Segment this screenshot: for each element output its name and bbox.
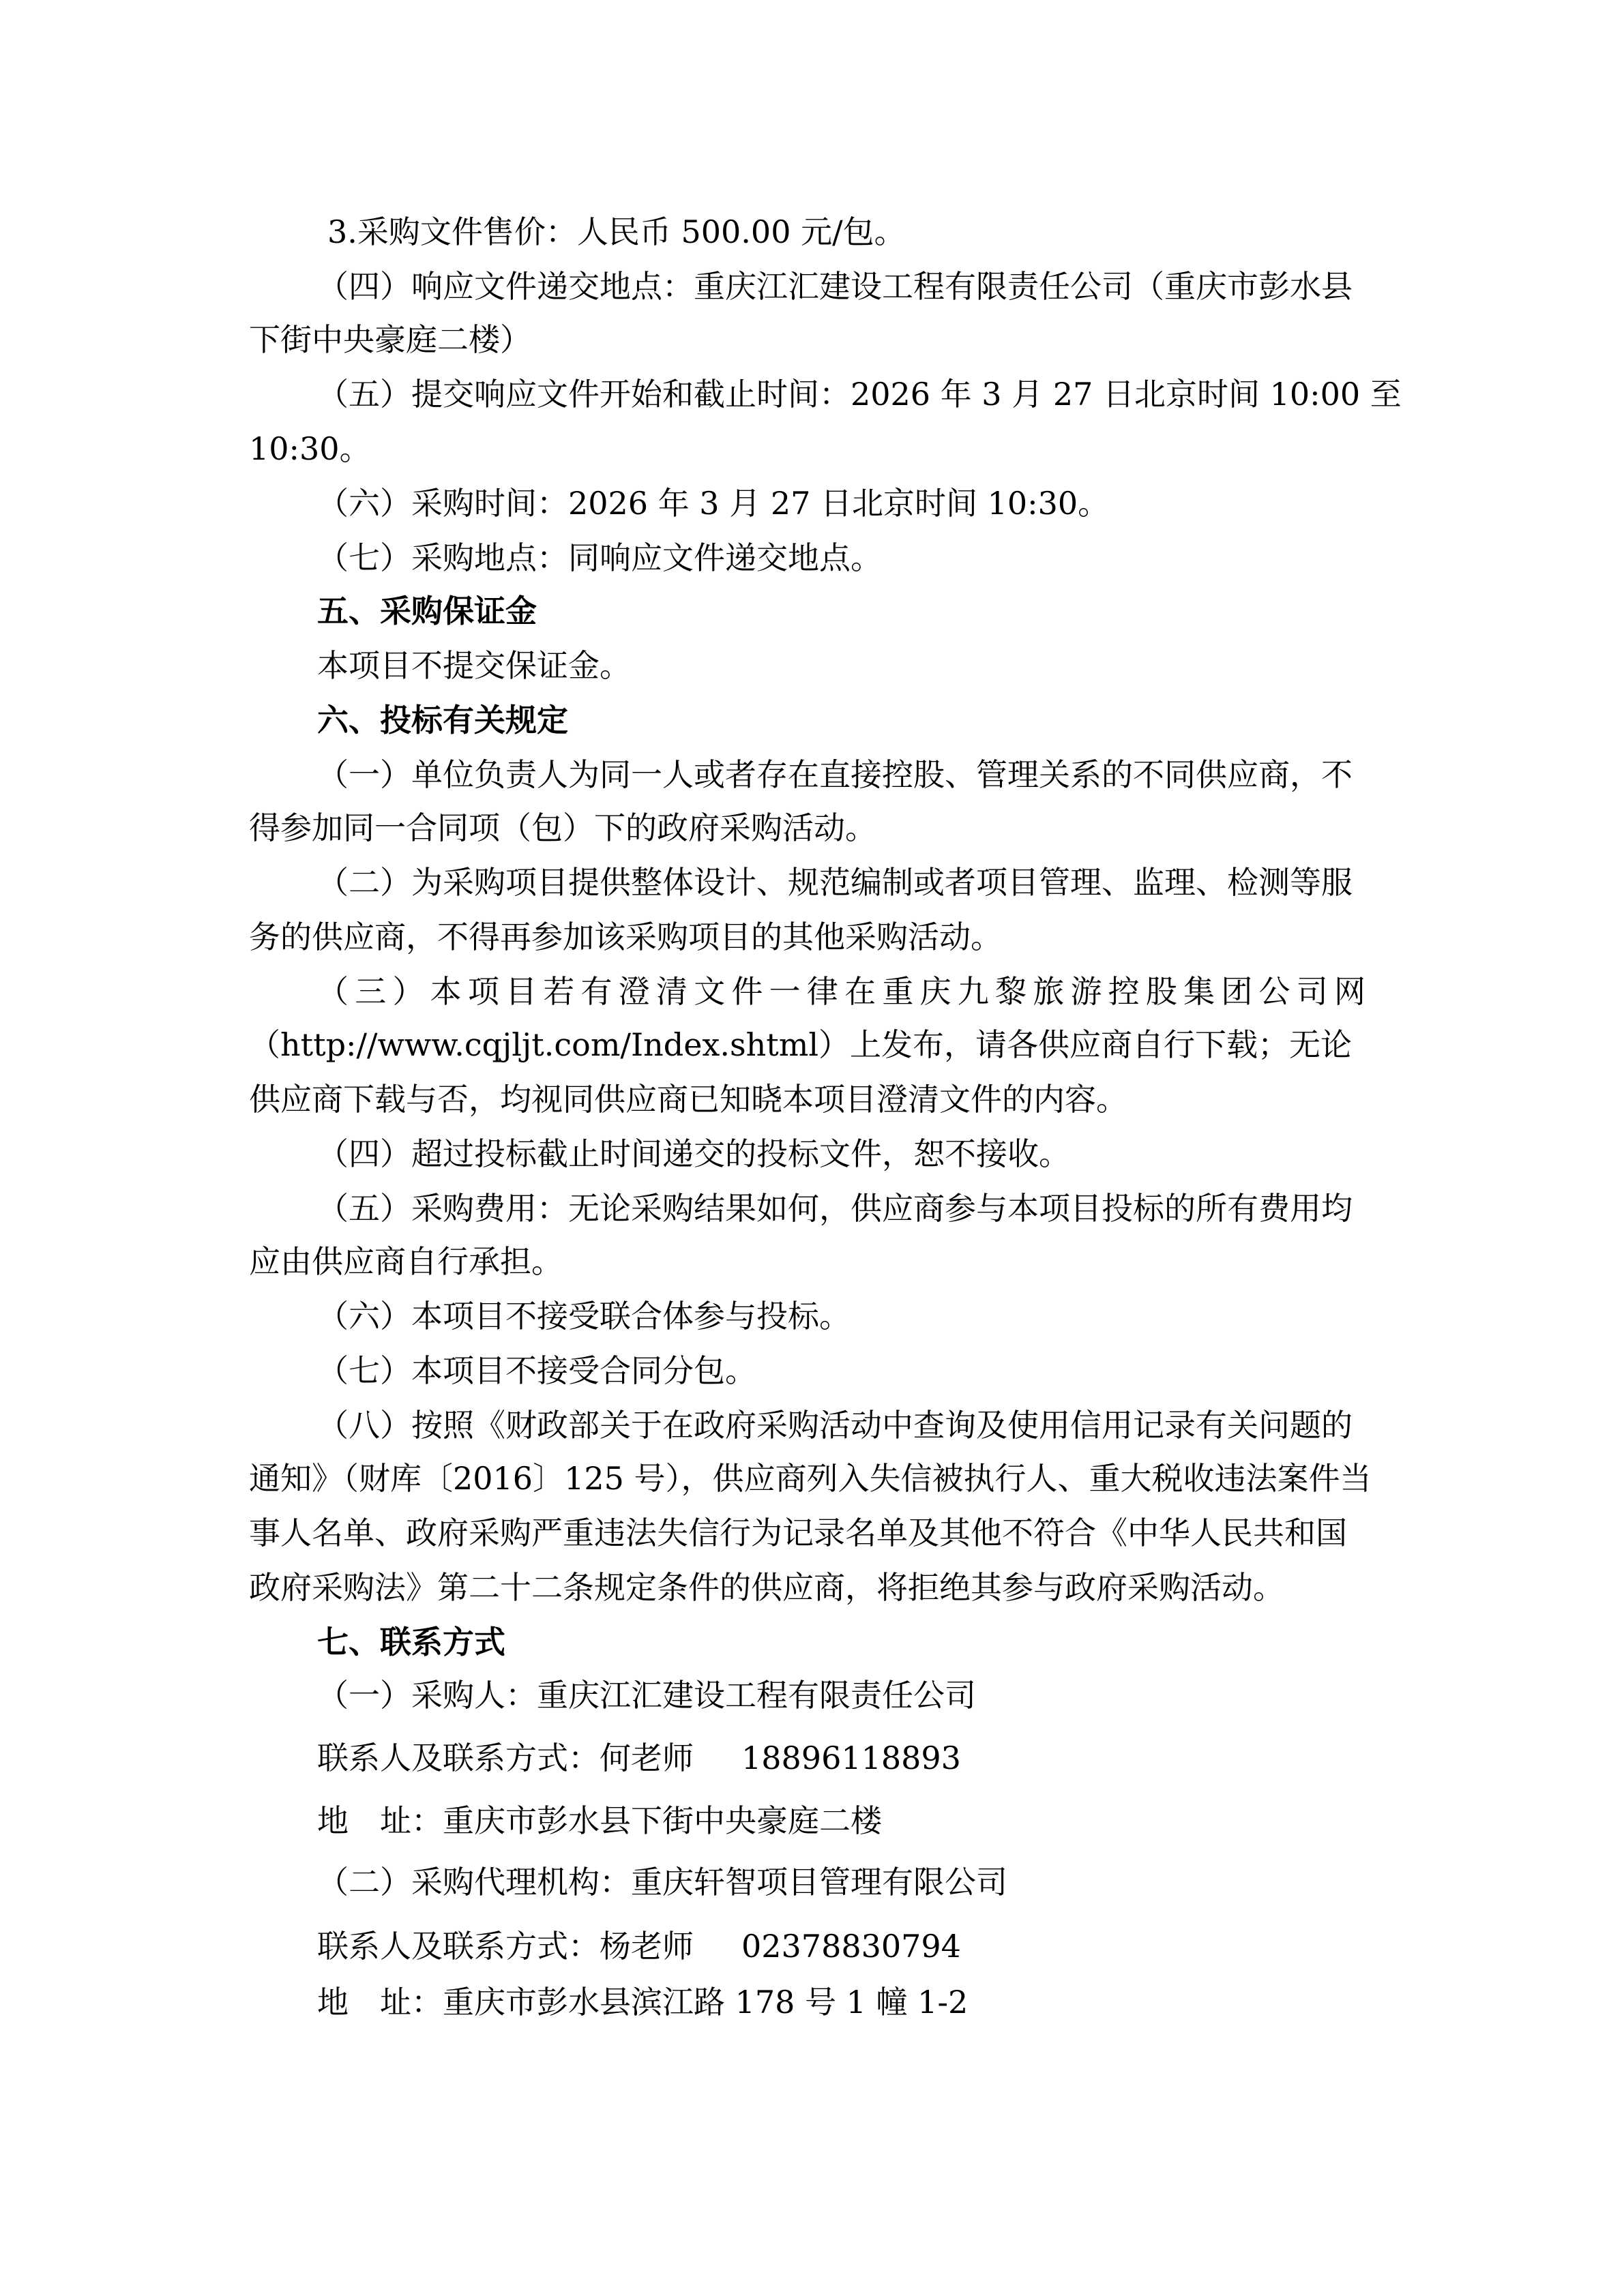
- text-line: （五）提交响应文件开始和截止时间：2026 年 3 月 27 日北京时间 10:00 至: [317, 376, 1402, 413]
- section-heading: 六、投标有关规定: [317, 702, 568, 739]
- text-line: （三）本项目若有澄清文件一律在重庆九黎旅游控股集团公司网: [317, 973, 1365, 1010]
- text-line: 得参加同一合同项（包）下的政府采购活动。: [249, 809, 876, 846]
- address-line: 地 址：重庆市彭水县下街中央豪庭二楼: [317, 1802, 882, 1839]
- contact-phone: 02378830794: [741, 1928, 961, 1965]
- text-line: （二）为采购项目提供整体设计、规范编制或者项目管理、监理、检测等服: [317, 864, 1353, 901]
- address-line: 地 址：重庆市彭水县滨江路 178 号 1 幢 1-2: [317, 1984, 969, 2021]
- text-line: （http://www.cqjljt.com/Index.shtml）上发布，请各供应商自行下载；无论: [249, 1026, 1353, 1063]
- contact-phone: 18896118893: [741, 1740, 961, 1776]
- text-line: （四）响应文件递交地点：重庆江汇建设工程有限责任公司（重庆市彭水县: [317, 268, 1353, 305]
- text-line: 10:30。: [249, 430, 371, 467]
- text-line: 务的供应商，不得再参加该采购项目的其他采购活动。: [249, 919, 1002, 955]
- contact-line: [317, 1926, 961, 1967]
- contact-line: [317, 1738, 961, 1778]
- text-line: 通知》（财库〔2016〕125 号），供应商列入失信被执行人、重大税收违法案件当: [249, 1460, 1372, 1497]
- text-line: （六）采购时间：2026 年 3 月 27 日北京时间 10:30。: [317, 485, 1110, 522]
- text-line: 下街中央豪庭二楼）: [249, 321, 531, 358]
- text-line: 供应商下载与否，均视同供应商已知晓本项目澄清文件的内容。: [249, 1081, 1127, 1118]
- text-line: 3.采购文件售价：人民币 500.00 元/包。: [327, 213, 906, 250]
- text-line: 应由供应商自行承担。: [249, 1243, 563, 1280]
- section-heading: 五、采购保证金: [317, 593, 537, 629]
- text-line: （七）采购地点：同响应文件递交地点。: [317, 539, 882, 576]
- text-line: （一）单位负责人为同一人或者存在直接控股、管理关系的不同供应商，不: [317, 756, 1353, 793]
- text-line: （六）本项目不接受联合体参与投标。: [317, 1298, 851, 1335]
- text-line: 本项目不提交保证金。: [317, 647, 631, 684]
- text-line: （一）采购人：重庆江汇建设工程有限责任公司: [317, 1677, 976, 1714]
- text-line: （五）采购费用：无论采购结果如何，供应商参与本项目投标的所有费用均: [317, 1190, 1353, 1227]
- text-line: 事人名单、政府采购严重违法失信行为记录名单及其他不符合《中华人民共和国: [249, 1515, 1347, 1551]
- text-line: （七）本项目不接受合同分包。: [317, 1352, 756, 1389]
- text-line: （四）超过投标截止时间递交的投标文件，恕不接收。: [317, 1135, 1070, 1172]
- text-line: 政府采购法》第二十二条规定条件的供应商，将拒绝其参与政府采购活动。: [249, 1569, 1284, 1606]
- text-line: （八）按照《财政部关于在政府采购活动中查询及使用信用记录有关问题的: [317, 1407, 1353, 1444]
- contact-label: 联系人及联系方式：何老师: [317, 1740, 694, 1776]
- text-line: （二）采购代理机构：重庆轩智项目管理有限公司: [317, 1864, 1007, 1900]
- section-heading: 七、联系方式: [317, 1624, 505, 1660]
- contact-label: 联系人及联系方式：杨老师: [317, 1928, 694, 1965]
